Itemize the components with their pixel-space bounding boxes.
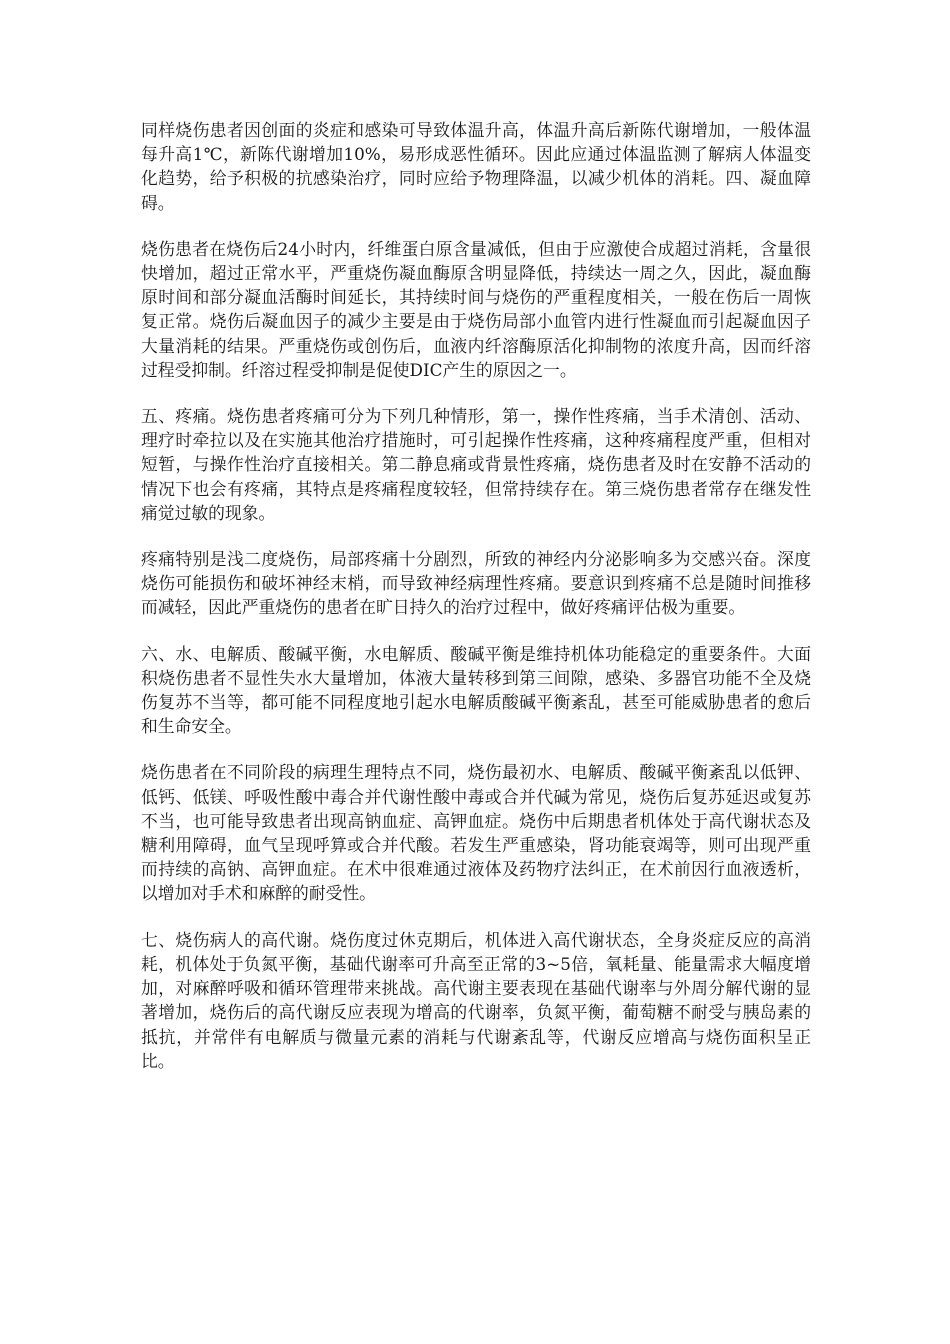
paragraph-electrolyte-balance: 六、水、电解质、酸碱平衡，水电解质、酸碱平衡是维持机体功能稳定的重要条件。大面积烧伤患者不显性失水大量增加，体液大量转移到第三间隙，感染、多器官功能不全及烧伤复苏不当等，都可能不同程度地引起水电解质酸碱平衡紊乱，甚至可能威胁患者的愈后和生命安全。 [141,643,811,737]
paragraph-pain-types: 五、疼痛。烧伤患者疼痛可分为下列几种情形，第一，操作性疼痛，当手术清创、活动、理疗时牵拉以及在实施其他治疗措施时，可引起操作性疼痛，这种疼痛程度严重，但相对短暂，与操作性治疗直接相关。第二静息痛或背景性疼痛，烧伤患者及时在安静不活动的情况下也会有疼痛，其特点是疼痛程度较轻，但常持续存在。第三烧伤患者常存在继发性痛觉过敏的现象。 [141,406,811,523]
paragraph-electrolyte-stages: 烧伤患者在不同阶段的病理生理特点不同，烧伤最初水、电解质、酸碱平衡紊乱以低钾、低钙、低镁、呼吸性酸中毒合并代谢性酸中毒或合并代碱为常见，烧伤后复苏延迟或复苏不当，也可能导致患者出现高钠血症、高钾血症。烧伤中后期患者机体处于高代谢状态及糖利用障碍，血气呈现呼算或合并代酸。若发生严重感染，肾功能衰竭等，则可出现严重而持续的高钠、高钾血症。在术中很难通过液体及药物疗法纠正，在术前因行血液透析，以增加对手术和麻醉的耐受性。 [141,762,811,904]
paragraph-coagulation: 烧伤患者在烧伤后24小时内，纤维蛋白原含量减低，但由于应激使合成超过消耗，含量很快增加，超过正常水平，严重烧伤凝血酶原含明显降低，持续达一周之久，因此，凝血酶原时间和部分凝血活酶时间延长，其持续时间与烧伤的严重程度相关，一般在伤后一周恢复正常。烧伤后凝血因子的减少主要是由于烧伤局部小血管内进行性凝血而引起凝血因子大量消耗的结果。严重烧伤或创伤后，血液内纤溶酶原活化抑制物的浓度升高，因而纤溶过程受抑制。纤溶过程受抑制是促使DIC产生的原因之一。 [141,238,811,380]
paragraph-hypermetabolism: 七、烧伤病人的高代谢。烧伤度过休克期后，机体进入高代谢状态，全身炎症反应的高消耗，机体处于负氮平衡，基础代谢率可升高至正常的3~5倍，氧耗量、能量需求大幅度增加，对麻醉呼吸和循环管理带来挑战。高代谢主要表现在基础代谢率与外周分解代谢的显著增加，烧伤后的高代谢反应表现为增高的代谢率，负氮平衡，葡萄糖不耐受与胰岛素的抵抗，并常伴有电解质与微量元素的消耗与代谢紊乱等，代谢反应增高与烧伤面积呈正比。 [141,929,811,1071]
paragraph-fever-metabolism: 同样烧伤患者因创面的炎症和感染可导致体温升高，体温升高后新陈代谢增加，一般体温每升高1℃，新陈代谢增加10%，易形成恶性循环。因此应通过体温监测了解病人体温变化趋势，给予积极的抗感染治疗，同时应给予物理降温，以减少机体的消耗。四、凝血障碍。 [141,120,811,213]
paragraph-pain-assessment: 疼痛特别是浅二度烧伤，局部疼痛十分剧烈，所致的神经内分泌影响多为交感兴奋。深度烧伤可能损伤和破坏神经末梢，而导致神经病理性疼痛。要意识到疼痛不总是随时间推移而减轻，因此严重烧伤的患者在旷日持久的治疗过程中，做好疼痛评估极为重要。 [141,549,811,618]
document-body [141,118,811,1095]
